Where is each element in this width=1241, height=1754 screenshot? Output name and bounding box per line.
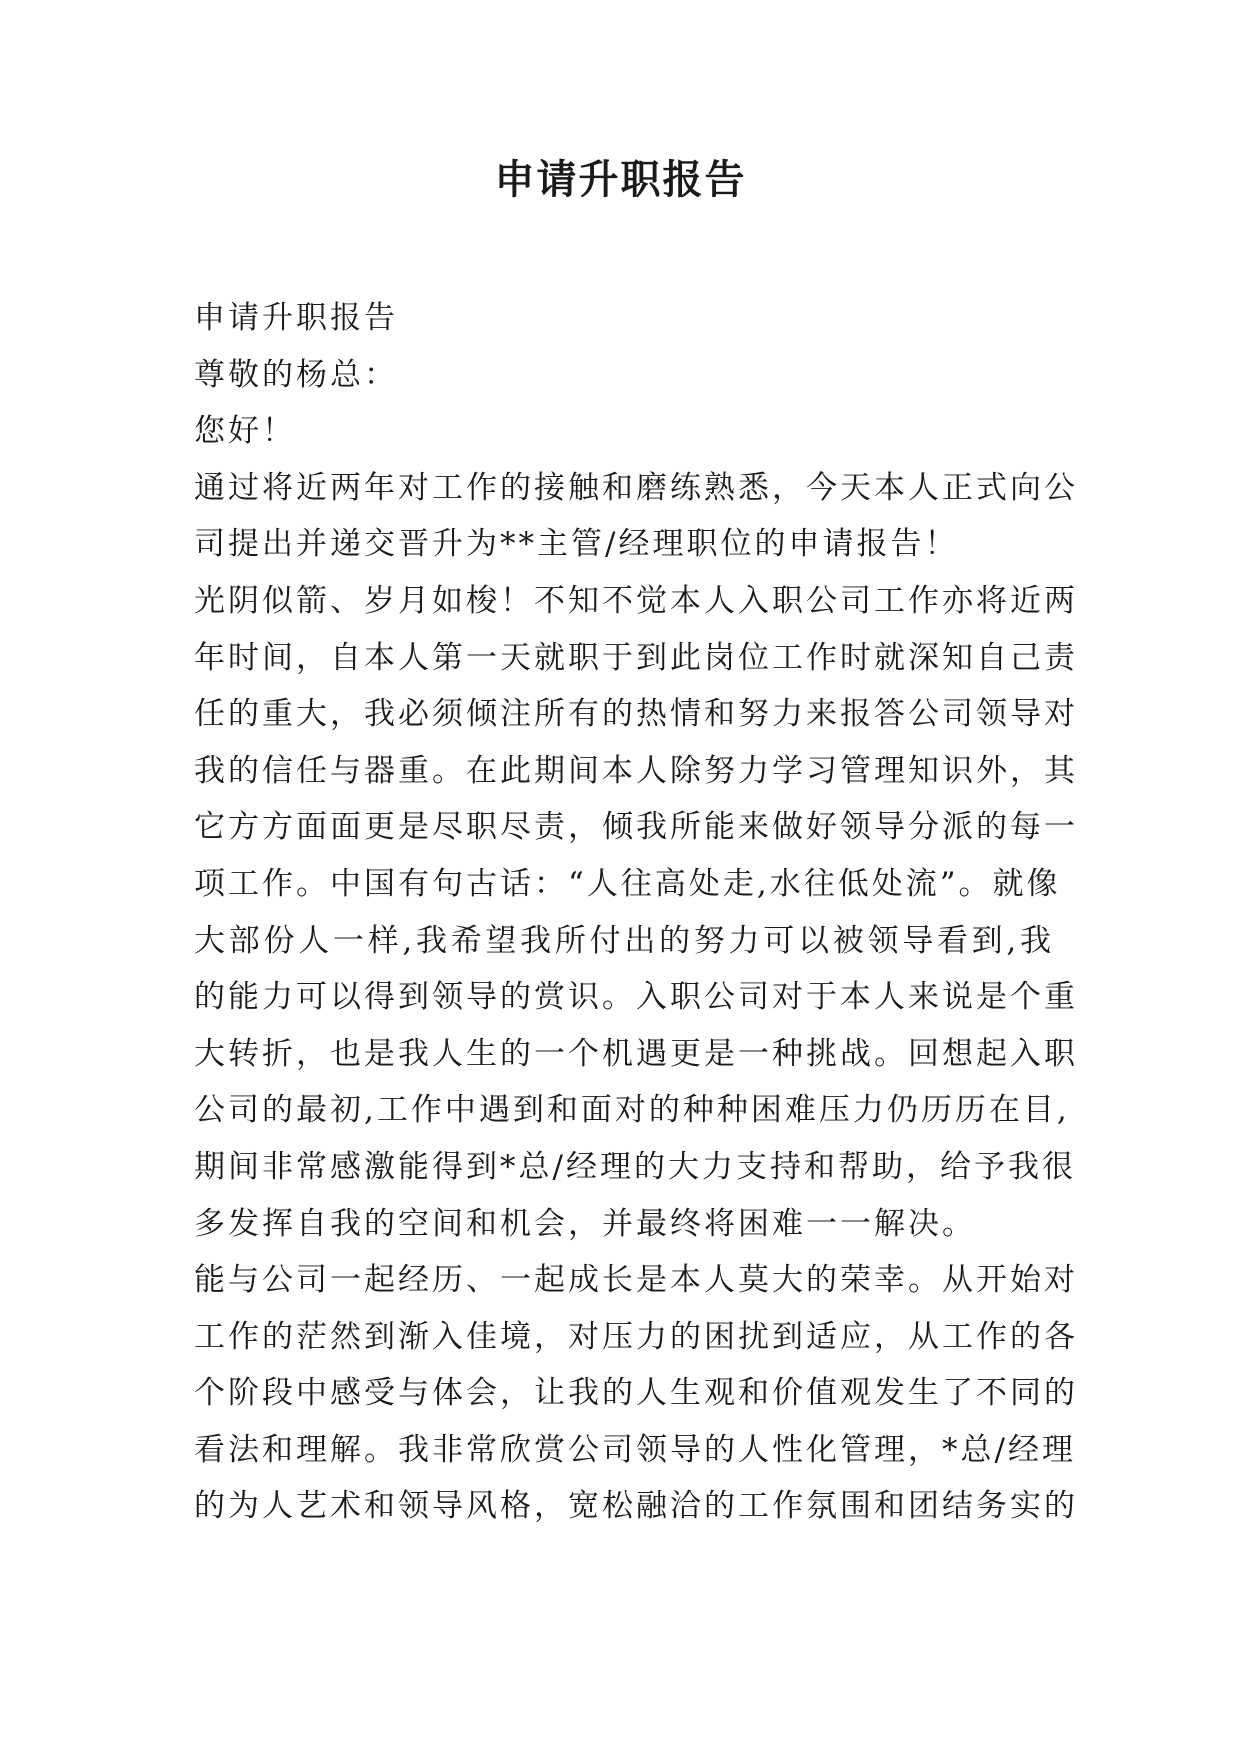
body-line: 尊敬的杨总： [194,356,398,393]
body-line: 它方方面面更是尽职尽责，倾我所能来做好领导分派的每一 [194,809,1078,846]
body-line: 申请升职报告 [194,300,398,336]
body-line: 工作的茫然到渐入佳境，对压力的困扰到适应，从工作的各 [194,1318,1078,1355]
body-line: 大部份人一样,我希望我所付出的努力可以被领导看到,我 [194,922,1054,959]
body-line: 通过将近两年对工作的接触和磨练熟悉，今天本人正式向公 [194,469,1078,506]
body-line: 光阴似箭、岁月如梭！不知不觉本人入职公司工作亦将近两 [194,582,1078,619]
body-line: 看法和理解。我非常欣赏公司领导的人性化管理，*总/经理 [194,1431,1076,1468]
body-line: 司提出并递交晋升为**主管/经理职位的申请报告！ [194,526,959,563]
body-line: 的为人艺术和领导风格，宽松融洽的工作氛围和团结务实的 [194,1488,1078,1525]
document-title: 申请升职报告 [494,157,747,203]
body-line: 我的信任与器重。在此期间本人除努力学习管理知识外，其 [194,752,1078,789]
body-line: 个阶段中感受与体会，让我的人生观和价值观发生了不同的 [194,1375,1078,1412]
body-line: 多发挥自我的空间和机会，并最终将困难一一解决。 [194,1205,976,1242]
body-line: 任的重大，我必须倾注所有的热情和努力来报答公司领导对 [194,696,1078,733]
body-line: 项工作。中国有句古话：“人往高处走,水往低处流”。就像 [194,865,1061,902]
document-body [194,290,1078,1535]
body-line: 能与公司一起经历、一起成长是本人莫大的荣幸。从开始对 [194,1262,1078,1299]
body-line: 的能力可以得到领导的赏识。入职公司对于本人来说是个重 [194,979,1078,1016]
body-line: 大转折，也是我人生的一个机遇更是一种挑战。回想起入职 [194,1035,1078,1072]
body-line: 年时间，自本人第一天就职于到此岗位工作时就深知自己责 [194,639,1078,676]
body-line: 您好！ [194,413,296,450]
body-line: 期间非常感激能得到*总/经理的大力支持和帮助，给予我很 [194,1148,1076,1185]
body-line: 公司的最初,工作中遇到和面对的种种困难压力仍历历在目, [194,1092,1070,1129]
